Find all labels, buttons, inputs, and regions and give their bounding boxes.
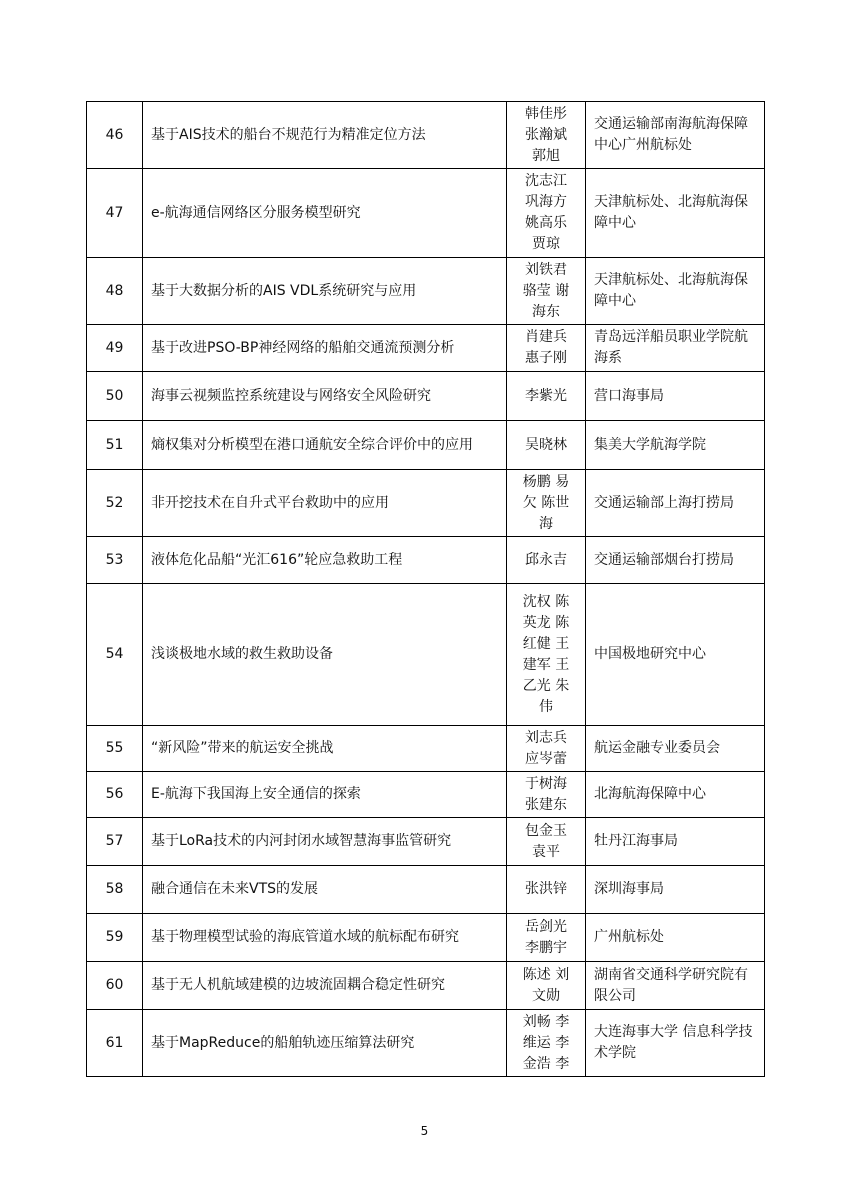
paper-title: 浅谈极地水域的救生救助设备 (143, 584, 507, 726)
paper-authors: 吴晓林 (507, 421, 586, 470)
paper-title: 基于大数据分析的AIS VDL系统研究与应用 (143, 258, 507, 325)
paper-organization: 交通运输部烟台打捞局 (586, 537, 765, 584)
row-number: 51 (87, 421, 143, 470)
paper-organization: 航运金融专业委员会 (586, 726, 765, 772)
table-row (87, 258, 765, 325)
paper-organization: 湖南省交通科学研究院有限公司 (586, 962, 765, 1010)
paper-organization: 集美大学航海学院 (586, 421, 765, 470)
paper-organization: 交通运输部上海打捞局 (586, 470, 765, 537)
row-number: 52 (87, 470, 143, 537)
paper-organization: 广州航标处 (586, 914, 765, 962)
paper-authors: 邱永吉 (507, 537, 586, 584)
paper-authors: 沈权 陈 英龙 陈 红健 王 建军 王 乙光 朱 伟 (507, 584, 586, 726)
row-number: 59 (87, 914, 143, 962)
paper-title: 基于物理模型试验的海底管道水域的航标配布研究 (143, 914, 507, 962)
table-row (87, 421, 765, 470)
page-number: 5 (420, 1124, 429, 1138)
row-number: 57 (87, 818, 143, 866)
paper-organization: 青岛远洋船员职业学院航海系 (586, 325, 765, 372)
paper-title: 基于MapReduce的船舶轨迹压缩算法研究 (143, 1010, 507, 1077)
paper-title: 基于LoRa技术的内河封闭水域智慧海事监管研究 (143, 818, 507, 866)
paper-authors: 刘志兵 应岑蕾 (507, 726, 586, 772)
row-number: 61 (87, 1010, 143, 1077)
paper-authors: 肖建兵 惠子刚 (507, 325, 586, 372)
paper-title: 基于改进PSO-BP神经网络的船舶交通流预测分析 (143, 325, 507, 372)
row-number: 53 (87, 537, 143, 584)
paper-organization: 大连海事大学 信息科学技术学院 (586, 1010, 765, 1077)
paper-title: 非开挖技术在自升式平台救助中的应用 (143, 470, 507, 537)
paper-authors: 杨鹏 易 欠 陈世 海 (507, 470, 586, 537)
paper-organization: 北海航海保障中心 (586, 772, 765, 818)
row-number: 58 (87, 866, 143, 914)
table-row (87, 962, 765, 1010)
row-number: 56 (87, 772, 143, 818)
paper-title: “新风险”带来的航运安全挑战 (143, 726, 507, 772)
paper-authors: 李紫光 (507, 372, 586, 421)
paper-title: 基于无人机航域建模的边坡流固耦合稳定性研究 (143, 962, 507, 1010)
table-row (87, 584, 765, 726)
paper-title: 液体危化品船“光汇616”轮应急救助工程 (143, 537, 507, 584)
table-row (87, 102, 765, 169)
paper-organization: 天津航标处、北海航海保障中心 (586, 169, 765, 258)
table-row (87, 772, 765, 818)
paper-title: e-航海通信网络区分服务模型研究 (143, 169, 507, 258)
table-row (87, 372, 765, 421)
row-number: 50 (87, 372, 143, 421)
table-row (87, 818, 765, 866)
paper-title: 融合通信在未来VTS的发展 (143, 866, 507, 914)
table-row (87, 914, 765, 962)
paper-list-table (86, 101, 764, 1077)
paper-organization: 牡丹江海事局 (586, 818, 765, 866)
paper-title: 海事云视频监控系统建设与网络安全风险研究 (143, 372, 507, 421)
paper-authors: 陈述 刘 文勋 (507, 962, 586, 1010)
table-row (87, 537, 765, 584)
paper-authors: 韩佳彤 张瀚斌 郭旭 (507, 102, 586, 169)
row-number: 46 (87, 102, 143, 169)
table-row (87, 325, 765, 372)
paper-authors: 包金玉 袁平 (507, 818, 586, 866)
paper-organization: 深圳海事局 (586, 866, 765, 914)
paper-title: 熵权集对分析模型在港口通航安全综合评价中的应用 (143, 421, 507, 470)
paper-title: 基于AIS技术的船台不规范行为精准定位方法 (143, 102, 507, 169)
paper-organization: 中国极地研究中心 (586, 584, 765, 726)
paper-authors: 张洪锌 (507, 866, 586, 914)
paper-authors: 于树海 张建东 (507, 772, 586, 818)
row-number: 60 (87, 962, 143, 1010)
table-body (87, 102, 765, 1077)
row-number: 48 (87, 258, 143, 325)
paper-organization: 营口海事局 (586, 372, 765, 421)
table-row (87, 169, 765, 258)
paper-authors: 岳剑光 李鹏宇 (507, 914, 586, 962)
row-number: 47 (87, 169, 143, 258)
paper-organization: 天津航标处、北海航海保障中心 (586, 258, 765, 325)
row-number: 55 (87, 726, 143, 772)
table-row (87, 726, 765, 772)
row-number: 49 (87, 325, 143, 372)
paper-authors: 刘铁君 骆莹 谢 海东 (507, 258, 586, 325)
table-row (87, 470, 765, 537)
paper-authors: 刘畅 李 维运 李 金浩 李 (507, 1010, 586, 1077)
table-row (87, 866, 765, 914)
paper-authors: 沈志江 巩海方 姚高乐 贾琼 (507, 169, 586, 258)
table-row (87, 1010, 765, 1077)
paper-organization: 交通运输部南海航海保障中心广州航标处 (586, 102, 765, 169)
paper-title: E-航海下我国海上安全通信的探索 (143, 772, 507, 818)
row-number: 54 (87, 584, 143, 726)
